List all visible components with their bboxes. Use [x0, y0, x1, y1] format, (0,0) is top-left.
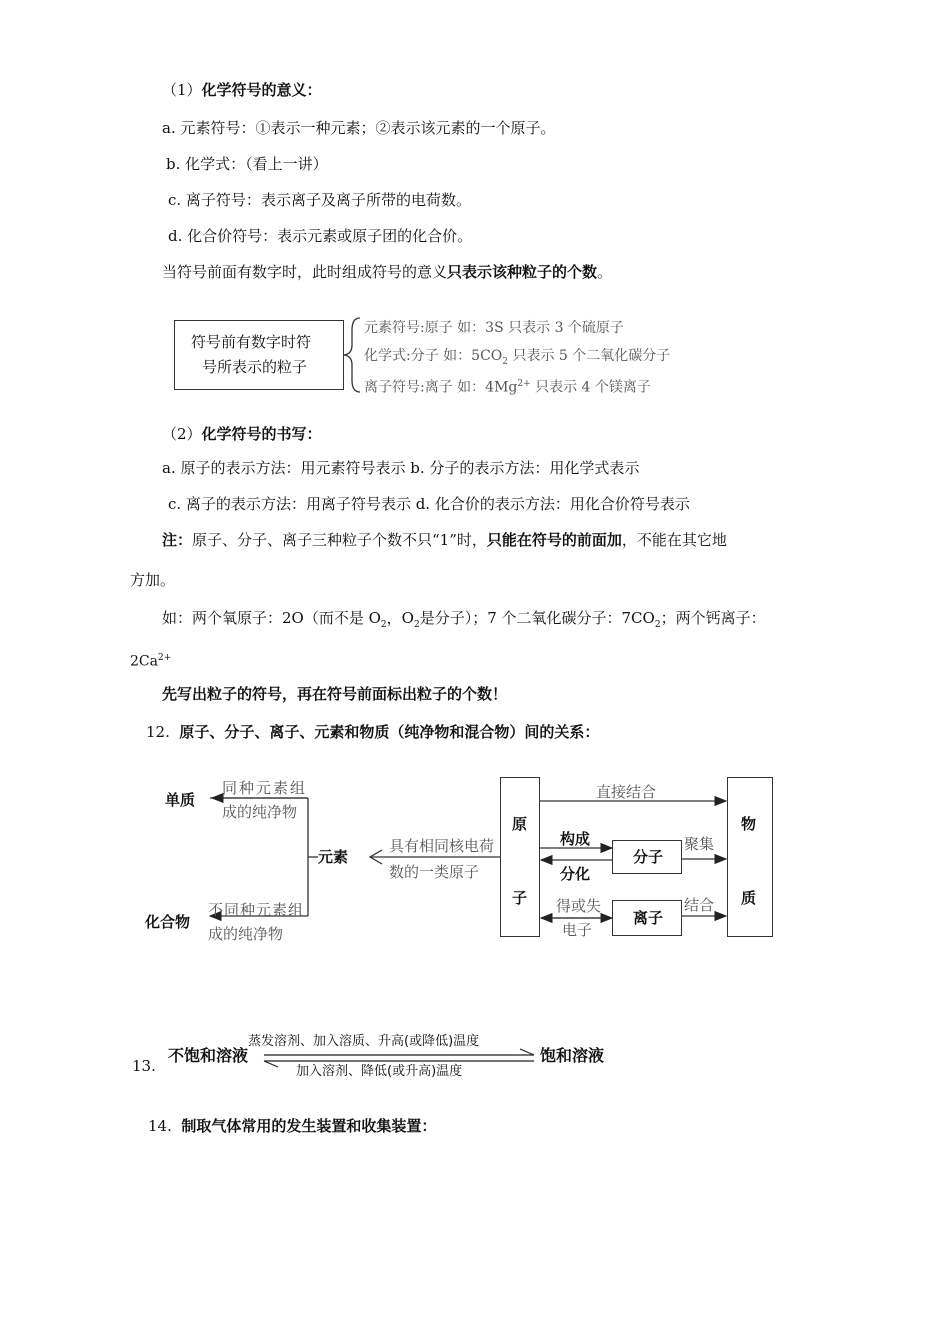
label-direct-combine: 直接结合 — [596, 783, 657, 801]
ex-end: ；两个钙离子： — [660, 609, 766, 627]
ex-sub2: 2 — [413, 620, 420, 630]
section2-heading-num: （2） — [162, 425, 202, 443]
label-definition-2: 数的一类原子 — [389, 863, 480, 881]
section1-item-b: b. 化学式：（看上一讲） — [166, 155, 328, 173]
molecule-label: 分子 — [633, 848, 664, 866]
section12-num: 12. — [146, 723, 170, 741]
ex-mid2: 是分子）；7 个二氧化碳分子：7CO — [419, 609, 655, 627]
label-gain-lose-1: 得或失 — [556, 897, 602, 915]
section1-item-d: d. 化合价符号：表示元素或原子团的化合价。 — [168, 227, 473, 245]
label-same-element-1: 同种元素组 — [222, 779, 308, 797]
note-label: 注： — [162, 531, 193, 549]
to-unsaturated-condition: 加入溶剂、降低(或升高)温度 — [296, 1064, 463, 1079]
note-plain: 当符号前面有数字时，此时组成符号的意义 — [162, 263, 448, 281]
row-formula-pre: 化学式:分子 如：5CO — [364, 348, 503, 364]
note-end: 。 — [597, 263, 613, 281]
box-line2: 号所表示的粒子 — [202, 358, 308, 376]
label-decompose: 分化 — [560, 865, 591, 883]
section12-title: 原子、分子、离子、元素和物质（纯净物和混合物）间的关系： — [179, 723, 600, 741]
label-gain-lose-2: 电子 — [562, 921, 593, 939]
section1-item-c: c. 离子符号：表示离子及离子所带的电荷数。 — [168, 191, 471, 209]
ion-label: 离子 — [633, 909, 664, 927]
section13-num: 13. — [132, 1057, 156, 1075]
row-ion-pre: 离子符号:离子 如：4Mg — [364, 379, 518, 396]
section2-rule: 先写出粒子的符号，再在符号前面标出粒子的个数！ — [162, 685, 508, 703]
label-constitute: 构成 — [560, 830, 591, 848]
section1-item-a: a. 元素符号：①表示一种元素；②表示该元素的一个原子。 — [162, 119, 556, 137]
label-combine: 结合 — [684, 896, 715, 914]
node-simple-substance: 单质 — [165, 791, 196, 809]
ex-mid1: ，O — [386, 609, 414, 627]
ex-sub3: 2 — [654, 620, 661, 630]
row-ion-sup: 2+ — [517, 379, 531, 389]
atom-char-1: 原 — [512, 815, 528, 833]
box-line1: 符号前有数字时符 — [191, 333, 312, 351]
node-element: 元素 — [318, 848, 349, 866]
note-text2: ，不能在其它地 — [621, 531, 727, 549]
matter-char-2: 质 — [741, 889, 757, 907]
note-bold-2: 只能在符号的前面加 — [486, 531, 622, 549]
section14-heading — [148, 1116, 436, 1136]
label-same-element-2: 成的纯净物 — [222, 803, 298, 821]
row-formula-sub: 2 — [502, 356, 508, 367]
node-compound: 化合物 — [145, 913, 191, 931]
section2-line-a: a. 原子的表示方法：用元素符号表示 b. 分子的表示方法：用化学式表示 — [162, 459, 640, 477]
box-row-element: 元素符号:原子 如：3S 只表示 3 个硫原子 — [364, 320, 624, 336]
section1-heading-num: （1） — [162, 81, 202, 99]
ex-pre: 如：两个氧原子：2O（而不是 O — [162, 609, 381, 627]
unsaturated-solution: 不饱和溶液 — [168, 1046, 249, 1065]
section2-line-c: c. 离子的表示方法：用离子符号表示 d. 化合价的表示方法：用化合价符号表示 — [168, 495, 690, 513]
label-diff-element-2: 成的纯净物 — [208, 925, 284, 943]
atom-char-2: 子 — [512, 889, 528, 907]
label-aggregate: 聚集 — [684, 835, 715, 853]
note-bold: 只表示该种粒子的个数 — [447, 263, 598, 281]
row-formula-post: 只表示 5 个二氧化碳分子 — [508, 348, 671, 364]
section14-title: 制取气体常用的发生装置和收集装置： — [181, 1117, 437, 1135]
section2-note-cont: 方加。 — [130, 571, 176, 589]
section1-heading-text: 化学符号的意义： — [201, 81, 322, 99]
row-ion-post: 只表示 4 个镁离子 — [530, 379, 651, 396]
section2-heading-text: 化学符号的书写： — [201, 425, 322, 443]
label-definition-1: 具有相同核电荷 — [389, 837, 495, 855]
ex2-pre: 2Ca — [130, 653, 158, 670]
ex-sub1: 2 — [380, 620, 387, 630]
to-saturated-condition: 蒸发溶剂、加入溶质、升高(或降低)温度 — [248, 1034, 480, 1049]
label-diff-element-1: 不同种元素组 — [208, 901, 305, 919]
section14-num: 14. — [148, 1117, 172, 1135]
note-text1: 原子、分子、离子三种粒子个数不只“1”时， — [192, 531, 487, 549]
ex2-sup: 2+ — [157, 653, 172, 663]
saturated-solution: 饱和溶液 — [540, 1046, 605, 1065]
matter-char-1: 物 — [741, 815, 757, 833]
